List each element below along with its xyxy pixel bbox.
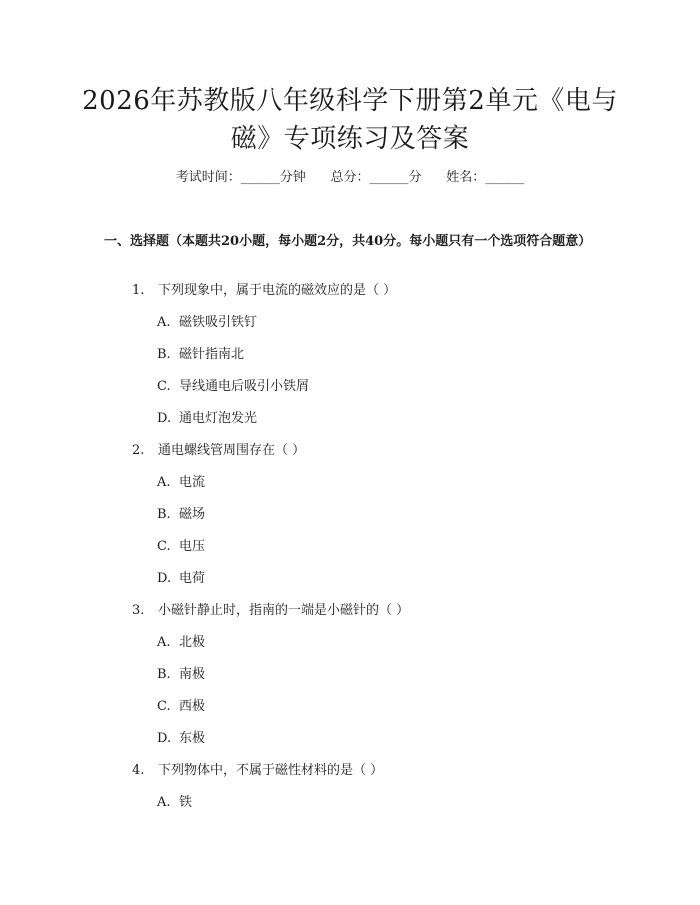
question-number: 2. <box>132 443 145 458</box>
question-text: 下列物体中，不属于磁性材料的是（ ） <box>158 763 384 778</box>
question-stem <box>132 601 409 621</box>
question-option <box>157 697 205 717</box>
page-title: 2026年苏教版八年级科学下册第2单元《电与磁》专项练习及答案 <box>82 86 618 154</box>
option-letter: B. <box>157 667 171 682</box>
option-text: 通电灯泡发光 <box>179 411 258 426</box>
question-option <box>157 345 244 365</box>
option-letter: B. <box>157 507 171 522</box>
option-letter: B. <box>157 347 171 362</box>
option-text: 电压 <box>179 539 206 554</box>
option-letter: D. <box>157 731 172 746</box>
option-text: 磁针指南北 <box>179 347 245 362</box>
option-text: 东极 <box>179 731 206 746</box>
option-letter: C. <box>157 379 171 394</box>
question-number: 1. <box>132 283 145 298</box>
option-letter: A. <box>157 795 171 810</box>
question-number: 3. <box>132 603 145 618</box>
question-option <box>157 537 205 557</box>
question-stem <box>132 281 396 301</box>
question-number: 4. <box>132 763 145 778</box>
option-text: 磁场 <box>179 507 206 522</box>
option-text: 磁铁吸引铁钉 <box>179 315 258 330</box>
exam-info: 考试时间：______分钟 总分：______分 姓名：______ <box>175 170 525 185</box>
question-text: 通电螺线管周围存在（ ） <box>158 443 306 458</box>
option-text: 铁 <box>179 795 193 810</box>
question-option <box>157 729 205 749</box>
question-stem <box>132 761 383 781</box>
question-text: 下列现象中，属于电流的磁效应的是（ ） <box>158 283 397 298</box>
question-option <box>157 505 205 525</box>
option-letter: C. <box>157 539 171 554</box>
option-letter: D. <box>157 571 172 586</box>
option-text: 南极 <box>179 667 206 682</box>
question-option <box>157 409 257 429</box>
question-option <box>157 313 257 333</box>
option-text: 北极 <box>179 635 206 650</box>
option-letter: A. <box>157 475 171 490</box>
section-heading: 一、选择题（本题共20小题，每小题2分，共40分。每小题只有一个选项符合题意） <box>104 234 592 249</box>
question-option <box>157 473 205 493</box>
question-option <box>157 377 309 397</box>
option-text: 电荷 <box>179 571 206 586</box>
option-text: 导线通电后吸引小铁屑 <box>179 379 310 394</box>
question-text: 小磁针静止时，指南的一端是小磁针的（ ） <box>158 603 410 618</box>
option-letter: D. <box>157 411 172 426</box>
option-letter: A. <box>157 315 171 330</box>
question-stem <box>132 441 305 461</box>
question-option <box>157 633 205 653</box>
question-option <box>157 665 205 685</box>
question-option <box>157 793 192 813</box>
option-letter: C. <box>157 699 171 714</box>
question-option <box>157 569 205 589</box>
option-text: 西极 <box>179 699 206 714</box>
option-letter: A. <box>157 635 171 650</box>
option-text: 电流 <box>179 475 206 490</box>
